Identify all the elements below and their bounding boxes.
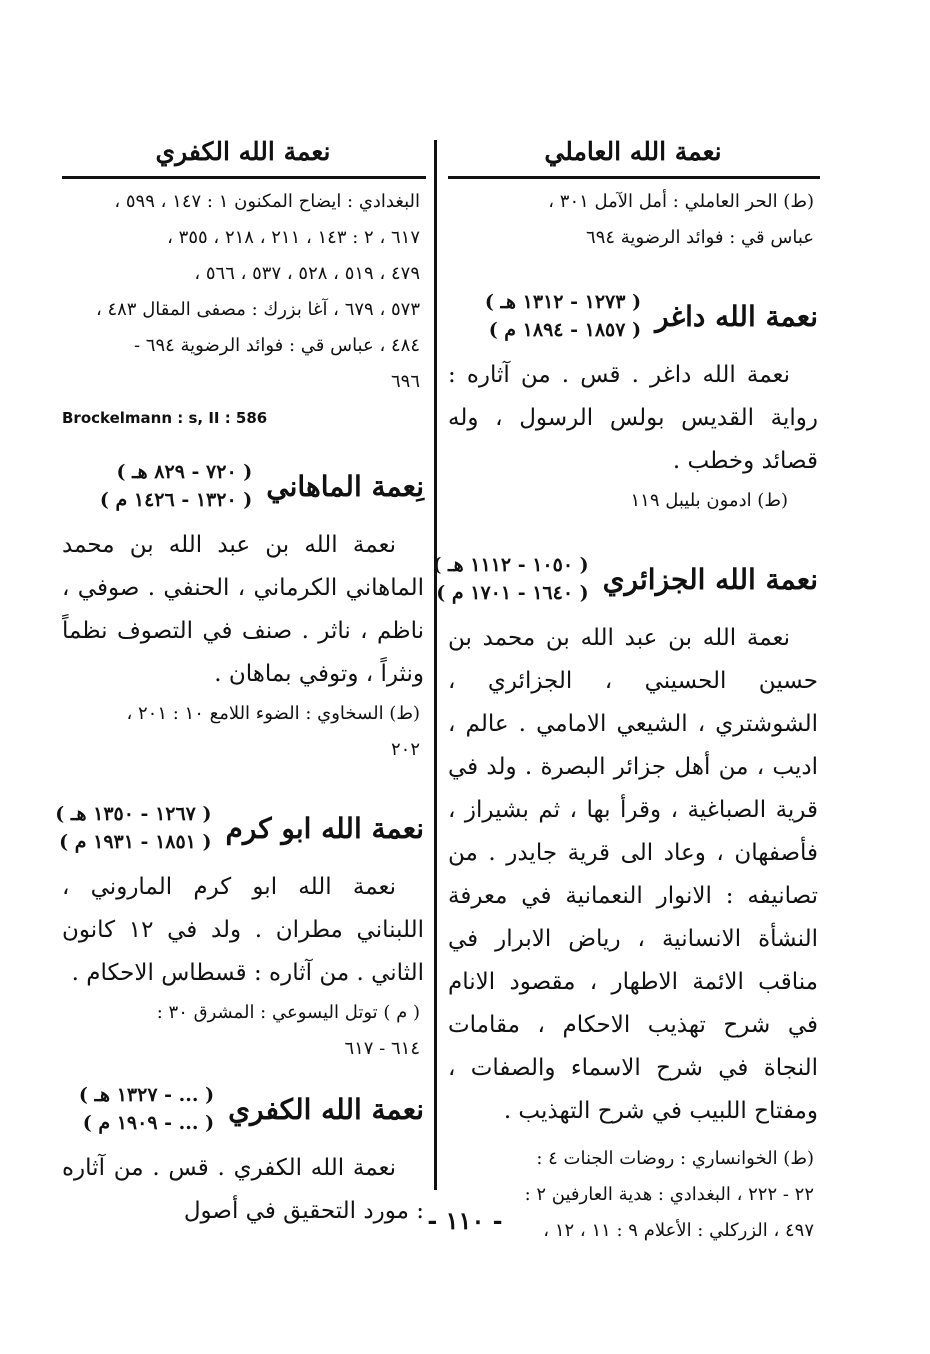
reference-line: (ط) الخوانساري : روضات الجنات ٤ : [536,1148,814,1169]
reference-line: ( م ) توتل اليسوعي : المشرق ٣٠ : [156,1002,420,1023]
entry-name: نعمة الله ابو كرم [225,811,424,845]
gregorian-dates: ( ١٨٥١ - ١٩٣١ م ) [59,831,212,853]
entry-name: نعمة الله الكفري [228,1092,424,1126]
entry-dates [79,1081,214,1137]
column-divider [434,140,437,1190]
reference-line: ٦١٧ ، ٢ : ١٤٣ ، ٢١١ ، ٢١٨ ، ٣٥٥ ، [167,227,420,248]
gregorian-dates: ( ١٨٥٧ - ١٨٩٤ م ) [488,319,642,341]
hijri-dates: ( ١٠٥٠ - ١١١٢ هـ ) [432,554,589,576]
reference-line: ٦٩٦ [390,371,420,392]
right-column [432,130,818,1249]
entry-body: نعمة الله الكفري . قس . من آثاره : مورد التحقيق في أصول [62,1155,424,1224]
hijri-dates: ( ... - ١٣٢٧ هـ ) [78,1084,215,1106]
entry-name: نعمة الله داغر [655,299,818,333]
page-number: - ١١٠ - [427,1206,503,1235]
reference-line: (ط) ادمون بليبل ١١٩ [630,490,788,511]
entry-heading [62,458,424,514]
entry-heading [448,288,818,344]
entry-body: نعمة الله داغر . قس . من آثاره : رواية القديس بولس الرسول ، وله قصائد وخطب . [448,362,818,474]
reference-line: عباس قي : فوائد الرضوية ٦٩٤ [586,227,814,248]
entry-dates [100,458,252,514]
reference-line: ٦١٤ - ٦١٧ [344,1038,420,1059]
left-column [55,130,424,1233]
reference-line: ٤٨٤ ، عباس قي : فوائد الرضوية ٦٩٤ - [133,335,420,356]
entry-body: نعمة الله بن عبد الله بن محمد الماهاني الكرماني ، الحنفي . صوفي ، ناظم ، ناثر . صنف في التصوف نظماً ونثراً ، وتوفي بماهان . [62,532,424,687]
hijri-dates: ( ٧٢٠ - ٨٢٩ هـ ) [116,461,253,483]
reference-line: (ط) السخاوي : الضوء اللامع ١٠ : ٢٠١ ، [126,703,420,724]
gregorian-dates: ( ... - ١٩٠٩ م ) [82,1112,215,1134]
entry-body: نعمة الله بن عبد الله بن محمد بن حسين الحسيني ، الجزائري ، الشوشتري ، الشيعي الامامي . عالم ، اديب ، من أهل جزائر البصرة . ولد في قرية الصباغية ، وقرأ بها ، ثم بشيراز ، فأصفهان ، وعاد الى قرية جايدر . من تصانيفه : الانوار النعمانية في معرفة النشأة الانسانية ، رياض الابرار في مناقب الائمة الاطهار ، مقصود الانام في شرح تهذيب الاحكام ، مقامات النجاة في شرح الاسماء والصفات ، ومفتاح اللبيب في شرح التهذيب . [448,625,818,1124]
gregorian-dates: ( ١٦٤٠ - ١٧٠١ م ) [436,582,589,604]
reference-line: ٢٠٢ [390,739,420,760]
entry-name: نِعمة الماهاني [266,469,424,503]
right-running-header: نعمة الله العاملي [544,137,722,166]
entry-dates [432,551,588,607]
reference-line: ٤٩٧ ، الزركلي : الأعلام ٩ : ١١ ، ١٢ ، [543,1220,814,1241]
entry-name: نعمة الله الجزائري [602,562,818,596]
entry-body: نعمة الله ابو كرم الماروني ، اللبناني مطران . ولد في ١٢ كانون الثاني . من آثاره : قسطاس الاحكام . [62,874,424,986]
reference-line: البغدادي : ايضاح المكنون ١ : ١٤٧ ، ٥٩٩ ، [114,191,420,212]
entry-dates [485,288,641,344]
entry-heading [55,800,424,856]
entry-dates [55,800,211,856]
gregorian-dates: ( ١٣٢٠ - ١٤٢٦ م ) [99,489,253,511]
hijri-dates: ( ١٢٧٣ - ١٣١٢ هـ ) [484,291,642,313]
entry-heading [432,551,818,607]
entry-heading [62,1081,424,1137]
latin-reference: Brockelmann : s, II : 586 [62,409,268,427]
reference-line: ٤٧٩ ، ٥١٩ ، ٥٢٨ ، ٥٣٧ ، ٥٦٦ ، [194,263,420,284]
left-running-header: نعمة الله الكفري [155,137,331,166]
reference-line: ٥٧٣ ، ٦٧٩ ، آغا بزرك : مصفى المقال ٤٨٣ ، [95,299,420,320]
reference-line: (ط) الحر العاملي : أمل الآمل ٣٠١ ، [548,191,814,212]
hijri-dates: ( ١٢٦٧ - ١٣٥٠ هـ ) [55,803,212,825]
reference-line: ٢٢ - ٢٢٢ ، البغدادي : هدية العارفين ٢ : [524,1184,814,1205]
